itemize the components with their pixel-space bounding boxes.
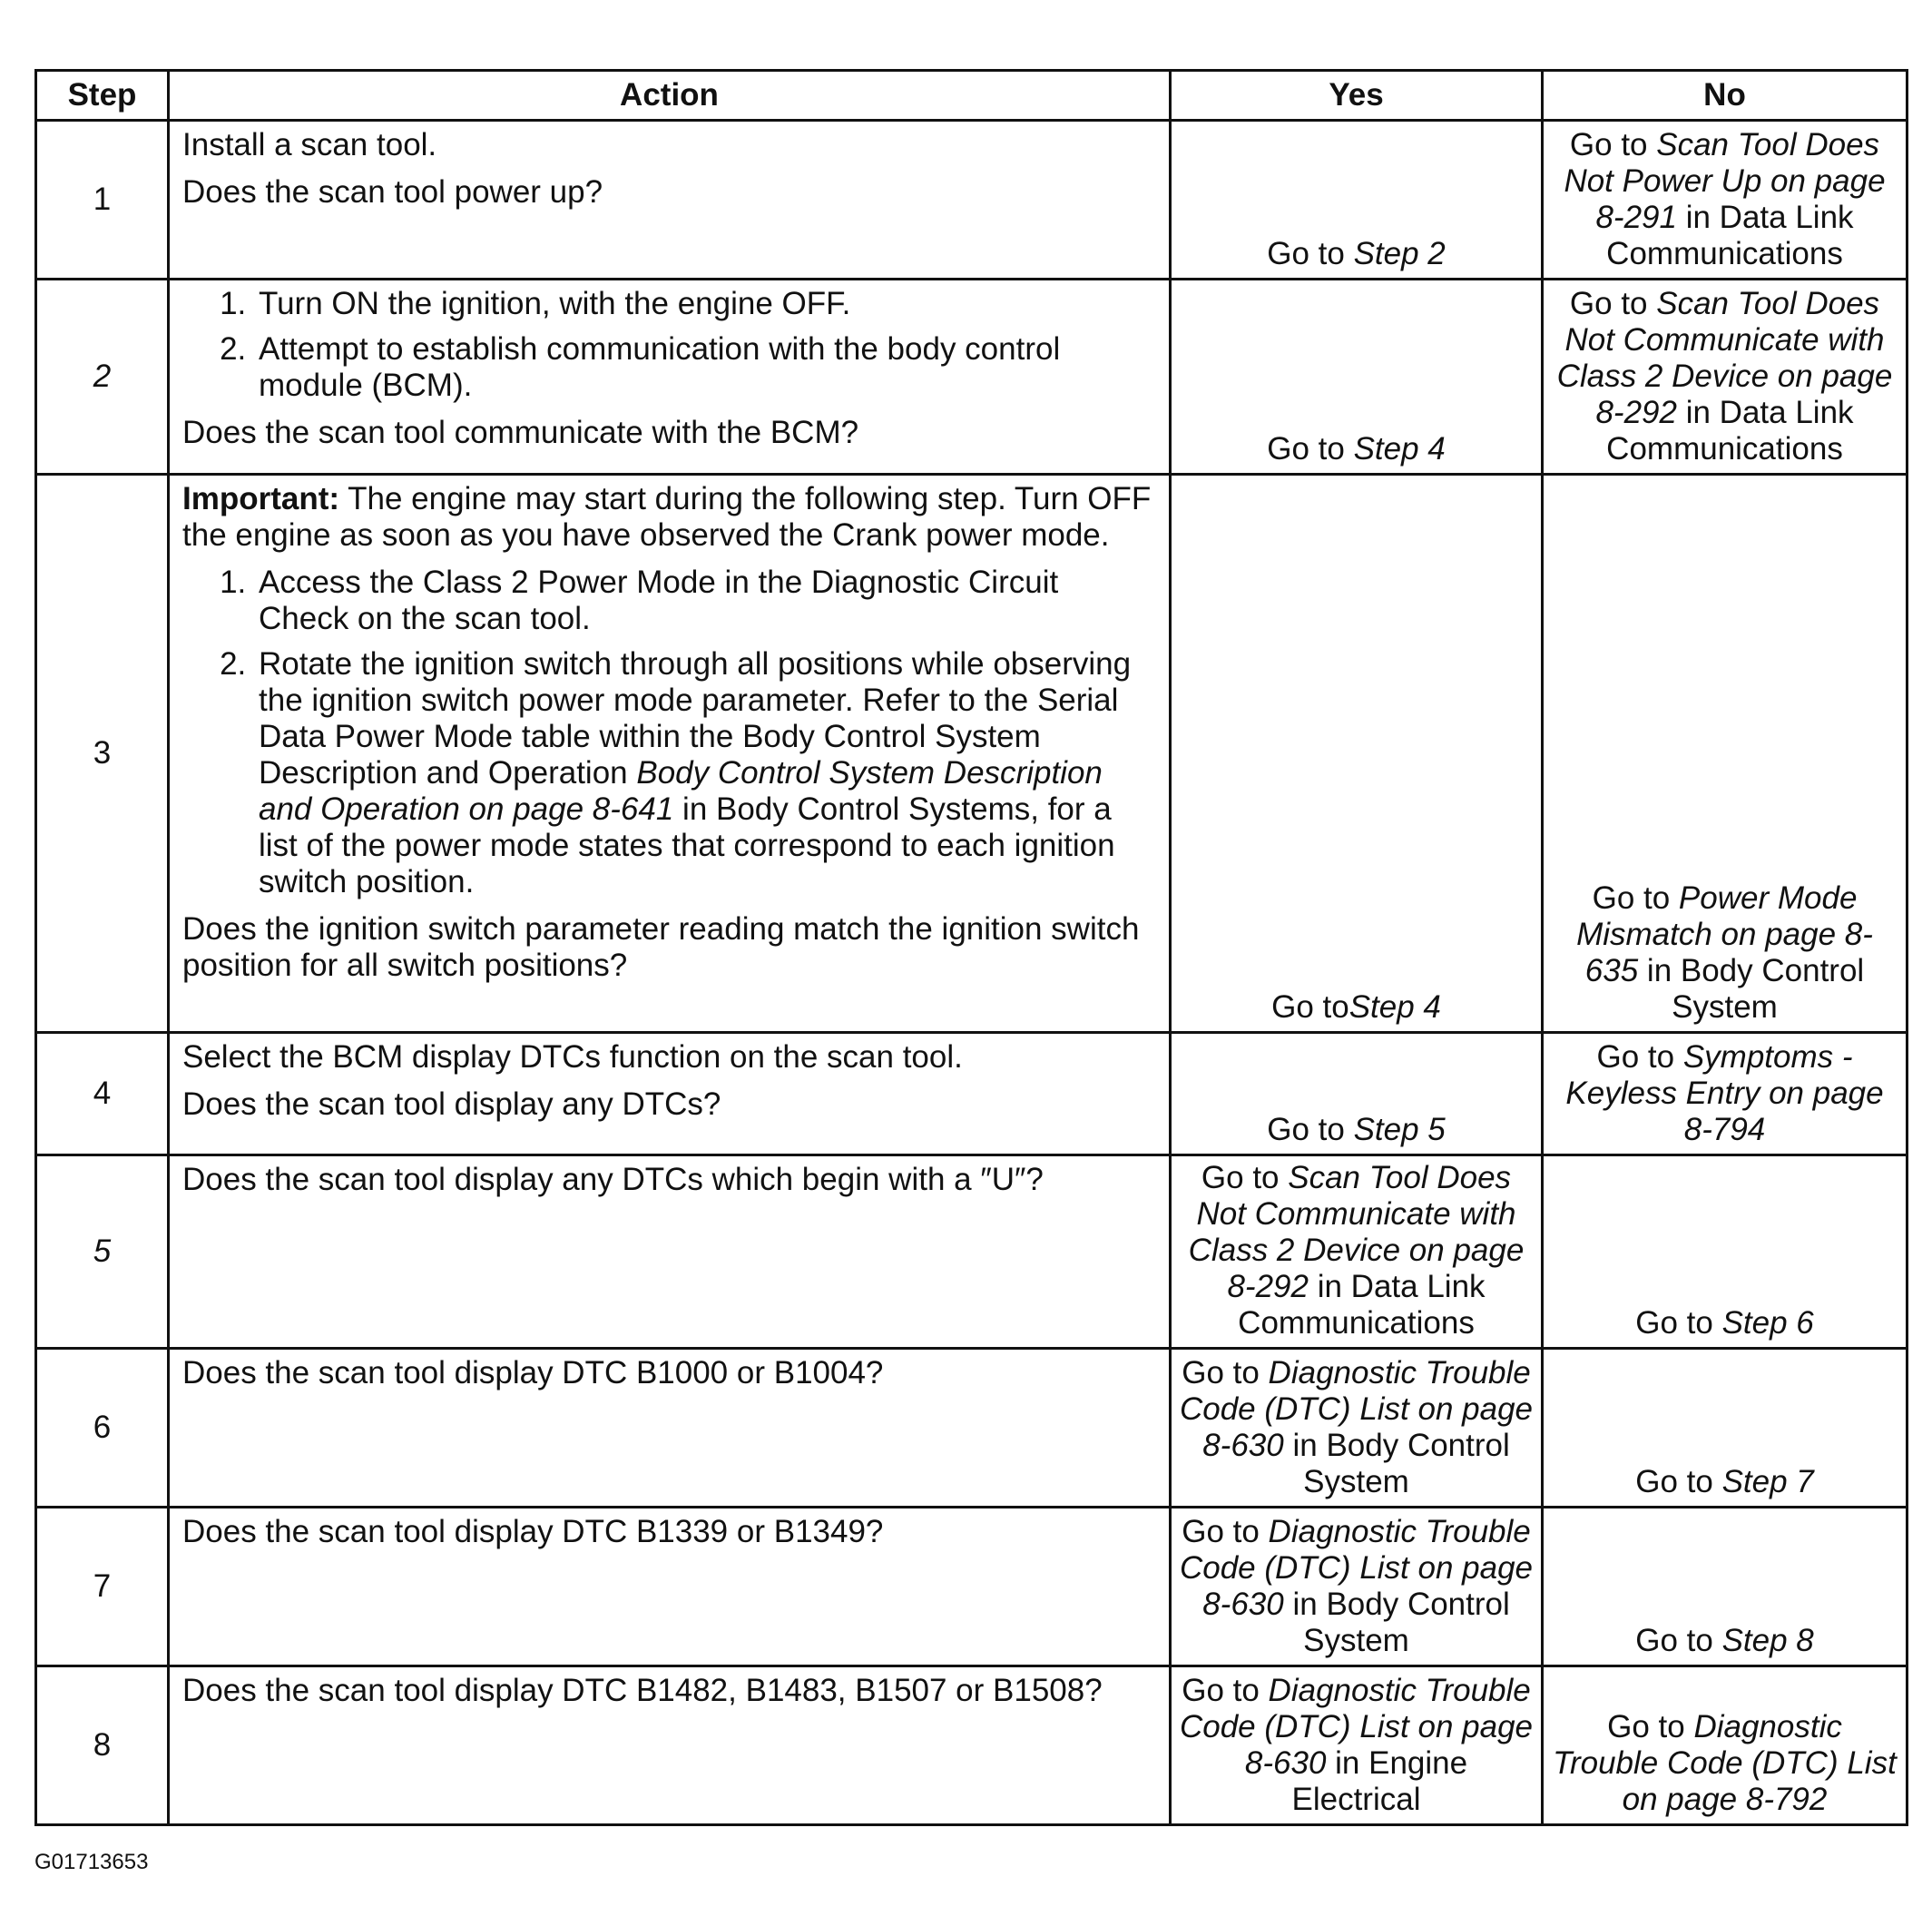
action-step: 2. Rotate the ignition switch through all positions while observing the ignition switch power mode parameter. Refer to the Serial Data Power Mode table within the Body Control System Description and Operation Body Control System Description and Operation on page 8-641 in Body Control Systems, for a list of the power mode states that correspond to each ignition switch position. bbox=[255, 646, 1156, 900]
step-number: 7 bbox=[36, 1508, 169, 1666]
diagnostic-table bbox=[34, 69, 1908, 1826]
action-step: 2. Attempt to establish communication with the body control module (BCM). bbox=[255, 331, 1156, 404]
action-step: 1. Access the Class 2 Power Mode in the Diagnostic Circuit Check on the scan tool. bbox=[255, 565, 1156, 637]
action-cell bbox=[169, 280, 1171, 475]
step-reference: Step 5 bbox=[1353, 1112, 1446, 1147]
action-cell bbox=[169, 1155, 1171, 1349]
step-number: 8 bbox=[36, 1666, 169, 1825]
action-cell bbox=[169, 121, 1171, 280]
no-cell: Go to Step 7 bbox=[1543, 1349, 1907, 1508]
header-step: Step bbox=[36, 71, 169, 121]
page-reference: Diagnostic Trouble Code (DTC) List on page 8-630 bbox=[1179, 1514, 1534, 1622]
table-row bbox=[36, 121, 1907, 280]
header-no: No bbox=[1543, 71, 1907, 121]
action-cell bbox=[169, 1349, 1171, 1508]
step-reference: Step 4 bbox=[1348, 989, 1441, 1025]
page-reference: Scan Tool Does Not Communicate with Class 2 Device on page 8-292 bbox=[1556, 286, 1893, 430]
table-row bbox=[36, 1349, 1907, 1508]
yes-cell: Go to Scan Tool Does Not Communicate with Class 2 Device on page 8-292 in Data Link Communications bbox=[1171, 1155, 1543, 1349]
action-cell bbox=[169, 1508, 1171, 1666]
action-cell bbox=[169, 1033, 1171, 1155]
step-number: 1 bbox=[36, 121, 169, 280]
page-reference: Scan Tool Does Not Communicate with Class 2 Device on page 8-292 bbox=[1188, 1160, 1525, 1304]
page-reference: Scan Tool Does Not Power Up on page 8-291 bbox=[1564, 127, 1886, 235]
header-yes: Yes bbox=[1171, 71, 1543, 121]
action-step: 1. Turn ON the ignition, with the engine OFF. bbox=[255, 286, 1156, 322]
yes-cell: Go to Diagnostic Trouble Code (DTC) List on page 8-630 in Engine Electrical bbox=[1171, 1666, 1543, 1825]
action-cell bbox=[169, 475, 1171, 1033]
yes-cell: Go toStep 4 bbox=[1171, 475, 1543, 1033]
header-row bbox=[36, 71, 1907, 121]
action-question: Does the scan tool display any DTCs? bbox=[182, 1086, 721, 1122]
action-question: Does the scan tool display DTC B1482, B1483, B1507 or B1508? bbox=[182, 1673, 1103, 1708]
action-text: Install a scan tool. bbox=[182, 127, 437, 162]
step-reference: Step 4 bbox=[1353, 431, 1446, 467]
yes-cell: Go to Step 4 bbox=[1171, 280, 1543, 475]
no-cell: Go to Step 6 bbox=[1543, 1155, 1907, 1349]
action-cell bbox=[169, 1666, 1171, 1825]
table-row bbox=[36, 475, 1907, 1033]
no-cell: Go to Power Mode Mismatch on page 8-635 in Body Control System bbox=[1543, 475, 1907, 1033]
no-cell: Go to Symptoms - Keyless Entry on page 8-794 bbox=[1543, 1033, 1907, 1155]
action-question: Does the scan tool display DTC B1339 or B1349? bbox=[182, 1514, 884, 1549]
table-row bbox=[36, 1033, 1907, 1155]
page-reference: Symptoms - Keyless Entry on page 8-794 bbox=[1565, 1039, 1884, 1147]
action-question: Does the scan tool communicate with the BCM? bbox=[182, 415, 859, 450]
yes-cell: Go to Diagnostic Trouble Code (DTC) List on page 8-630 in Body Control System bbox=[1171, 1508, 1543, 1666]
table-row bbox=[36, 280, 1907, 475]
action-question: Does the scan tool power up? bbox=[182, 174, 603, 210]
step-reference: Step 8 bbox=[1721, 1623, 1814, 1658]
header-action: Action bbox=[169, 71, 1171, 121]
action-steps-list bbox=[182, 286, 1156, 404]
step-reference: Step 6 bbox=[1721, 1305, 1814, 1341]
page-reference: Diagnostic Trouble Code (DTC) List on page 8-630 bbox=[1179, 1355, 1534, 1463]
step-number: 4 bbox=[36, 1033, 169, 1155]
page-reference: Diagnostic Trouble Code (DTC) List on page 8-630 bbox=[1179, 1673, 1534, 1781]
no-cell: Go to Diagnostic Trouble Code (DTC) List on page 8-792 bbox=[1543, 1666, 1907, 1825]
page-reference: Diagnostic Trouble Code (DTC) List on page 8-792 bbox=[1553, 1709, 1897, 1817]
action-steps-list bbox=[182, 565, 1156, 900]
action-question: Does the scan tool display DTC B1000 or B1004? bbox=[182, 1355, 884, 1390]
table-row bbox=[36, 1155, 1907, 1349]
step-number: 3 bbox=[36, 475, 169, 1033]
step-reference: Step 2 bbox=[1353, 236, 1446, 271]
yes-cell: Go to Step 5 bbox=[1171, 1033, 1543, 1155]
no-cell: Go to Step 8 bbox=[1543, 1508, 1907, 1666]
important-note: Important: The engine may start during the following step. Turn OFF the engine as soon as you have observed the Crank power mode. bbox=[182, 481, 1152, 553]
action-question: Does the ignition switch parameter reading match the ignition switch position for all switch positions? bbox=[182, 911, 1140, 983]
action-text: Select the BCM display DTCs function on the scan tool. bbox=[182, 1039, 963, 1075]
action-question: Does the scan tool display any DTCs which begin with a ″U″? bbox=[182, 1162, 1044, 1197]
yes-cell: Go to Diagnostic Trouble Code (DTC) List on page 8-630 in Body Control System bbox=[1171, 1349, 1543, 1508]
step-number: 2 bbox=[36, 280, 169, 475]
step-reference: Step 7 bbox=[1721, 1464, 1814, 1499]
table-row bbox=[36, 1666, 1907, 1825]
yes-cell: Go to Step 2 bbox=[1171, 121, 1543, 280]
step-number: 6 bbox=[36, 1349, 169, 1508]
step-number: 5 bbox=[36, 1155, 169, 1349]
no-cell: Go to Scan Tool Does Not Power Up on page 8-291 in Data Link Communications bbox=[1543, 121, 1907, 280]
page-reference: Body Control System Description and Operation on page 8-641 bbox=[259, 755, 1103, 827]
no-cell: Go to Scan Tool Does Not Communicate with Class 2 Device on page 8-292 in Data Link Communications bbox=[1543, 280, 1907, 475]
page-reference: Power Mode Mismatch on page 8-635 bbox=[1576, 880, 1873, 988]
table-row bbox=[36, 1508, 1907, 1666]
figure-id: G01713653 bbox=[34, 1850, 149, 1874]
